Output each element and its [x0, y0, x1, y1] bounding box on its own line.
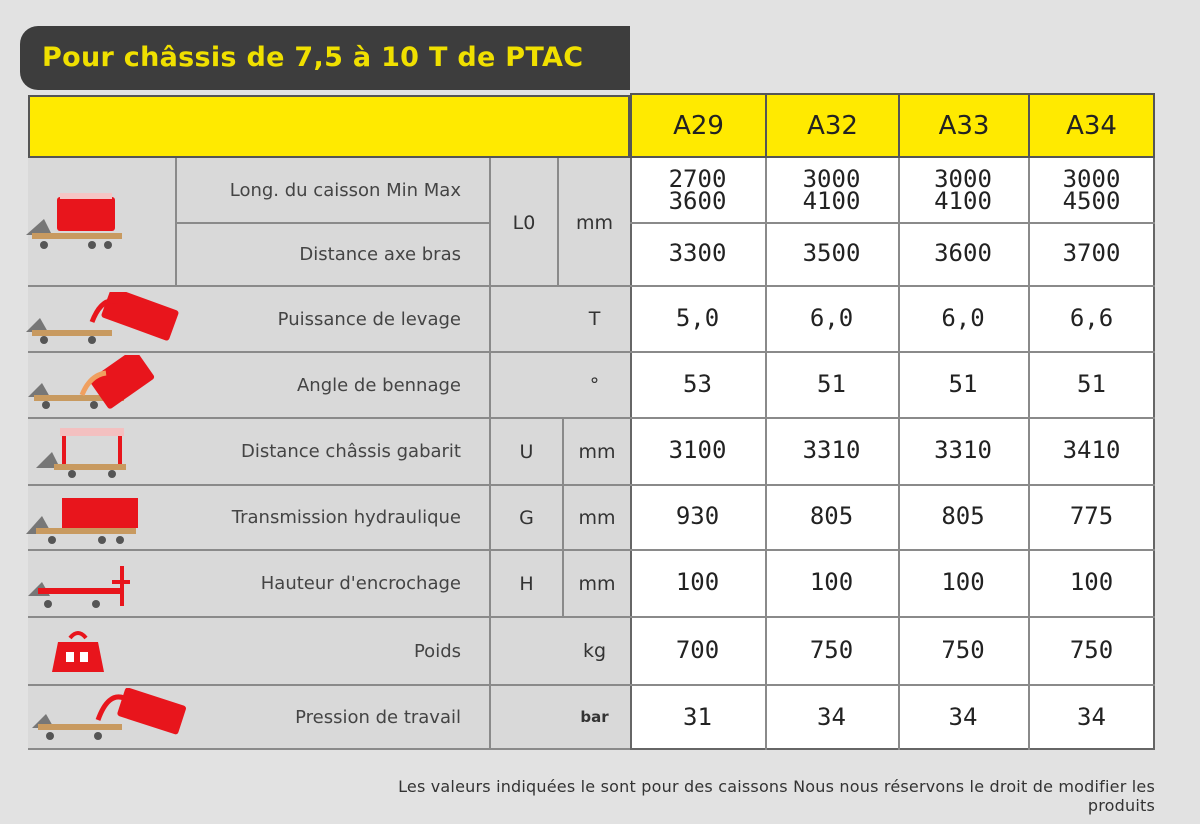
value-cell: 6,0 [809, 303, 854, 332]
value-cell: 805 [941, 502, 985, 531]
value-cell: 930 [675, 502, 720, 531]
value-cell: 3500 [802, 239, 861, 268]
row-symbol-hook-height: H [519, 572, 534, 595]
row-label-chassis-distance: Distance châssis gabarit [241, 441, 461, 462]
value-cell: 51 [817, 369, 846, 398]
row-label-tipping-angle: Angle de bennage [296, 374, 461, 396]
row-unit-body-length: mm [575, 211, 614, 234]
row-unit-weight: kg [582, 640, 607, 662]
value-cell: 3700 [1062, 239, 1121, 268]
model-header-2: A32 [765, 93, 900, 158]
model-header-4: A34 [1028, 93, 1155, 158]
row-symbol-chassis-distance: U [519, 440, 534, 463]
header-bar [28, 95, 630, 158]
row-unit-hook-height: mm [578, 572, 616, 595]
row-label-transmission: Transmission hydraulique [231, 507, 461, 528]
value-cell: 3000 4100 [934, 164, 992, 215]
value-cell: 805 [809, 502, 854, 531]
row-unit-tipping-angle: ° [589, 374, 600, 396]
row-label-pressure: Pression de travail [295, 706, 461, 728]
model-header-3: A33 [898, 93, 1030, 158]
row-unit-pressure: bar [580, 708, 609, 726]
value-cell: 750 [941, 635, 985, 664]
value-cell: 3310 [934, 436, 992, 465]
value-cell: 750 [809, 635, 854, 664]
value-cell: 6,6 [1069, 303, 1114, 332]
title-banner [20, 26, 630, 90]
value-cell: 100 [941, 568, 985, 597]
row-label-hook-height: Hauteur d'encrochage [260, 573, 461, 594]
row-label-arm-distance: Distance axe bras [299, 244, 461, 265]
value-cell: 700 [675, 635, 720, 664]
page-title: Pour châssis de 7,5 à 10 T de PTAC [42, 42, 584, 73]
row-unit-chassis-distance: mm [578, 440, 616, 463]
value-cell: 34 [948, 702, 978, 731]
row-unit-lifting-power: T [588, 308, 601, 330]
value-cell: 3300 [668, 239, 727, 268]
truck-body-length-icon [22, 185, 132, 255]
value-cell: 100 [675, 568, 720, 597]
row-label-weight: Poids [413, 640, 461, 662]
row-symbol-transmission: G [519, 506, 534, 529]
row-divider [28, 748, 630, 750]
row-symbol-body-length: L0 [512, 211, 536, 234]
value-cell: 100 [1069, 568, 1114, 597]
value-cell: 100 [809, 568, 854, 597]
value-cell: 3000 4500 [1062, 164, 1121, 215]
value-cell: 34 [1077, 702, 1106, 731]
value-cell: 31 [683, 702, 712, 731]
value-cell: 2700 3600 [668, 164, 727, 215]
value-cell: 3410 [1062, 436, 1121, 465]
value-cell: 6,0 [941, 303, 985, 332]
model-header-1: A29 [630, 93, 767, 158]
value-cell: 3100 [668, 436, 727, 465]
row-label-lifting-power: Puissance de levage [277, 308, 461, 330]
value-cell: 53 [683, 369, 712, 398]
row-label-body-length: Long. du caisson Min Max [229, 180, 461, 202]
value-cell: 51 [948, 369, 978, 398]
value-cell: 775 [1069, 502, 1114, 531]
value-cell: 51 [1077, 369, 1106, 398]
value-cell: 3310 [802, 436, 861, 465]
value-cell: 750 [1069, 635, 1114, 664]
value-cell: 34 [817, 702, 846, 731]
row-unit-transmission: mm [578, 506, 616, 529]
footnote: Les valeurs indiquées le sont pour des caissons Nous nous réservons le droit de modifier les produits [398, 777, 1155, 815]
value-cell: 5,0 [675, 303, 720, 332]
value-cell: 3000 4100 [802, 164, 861, 215]
value-cell: 3600 [934, 239, 992, 268]
